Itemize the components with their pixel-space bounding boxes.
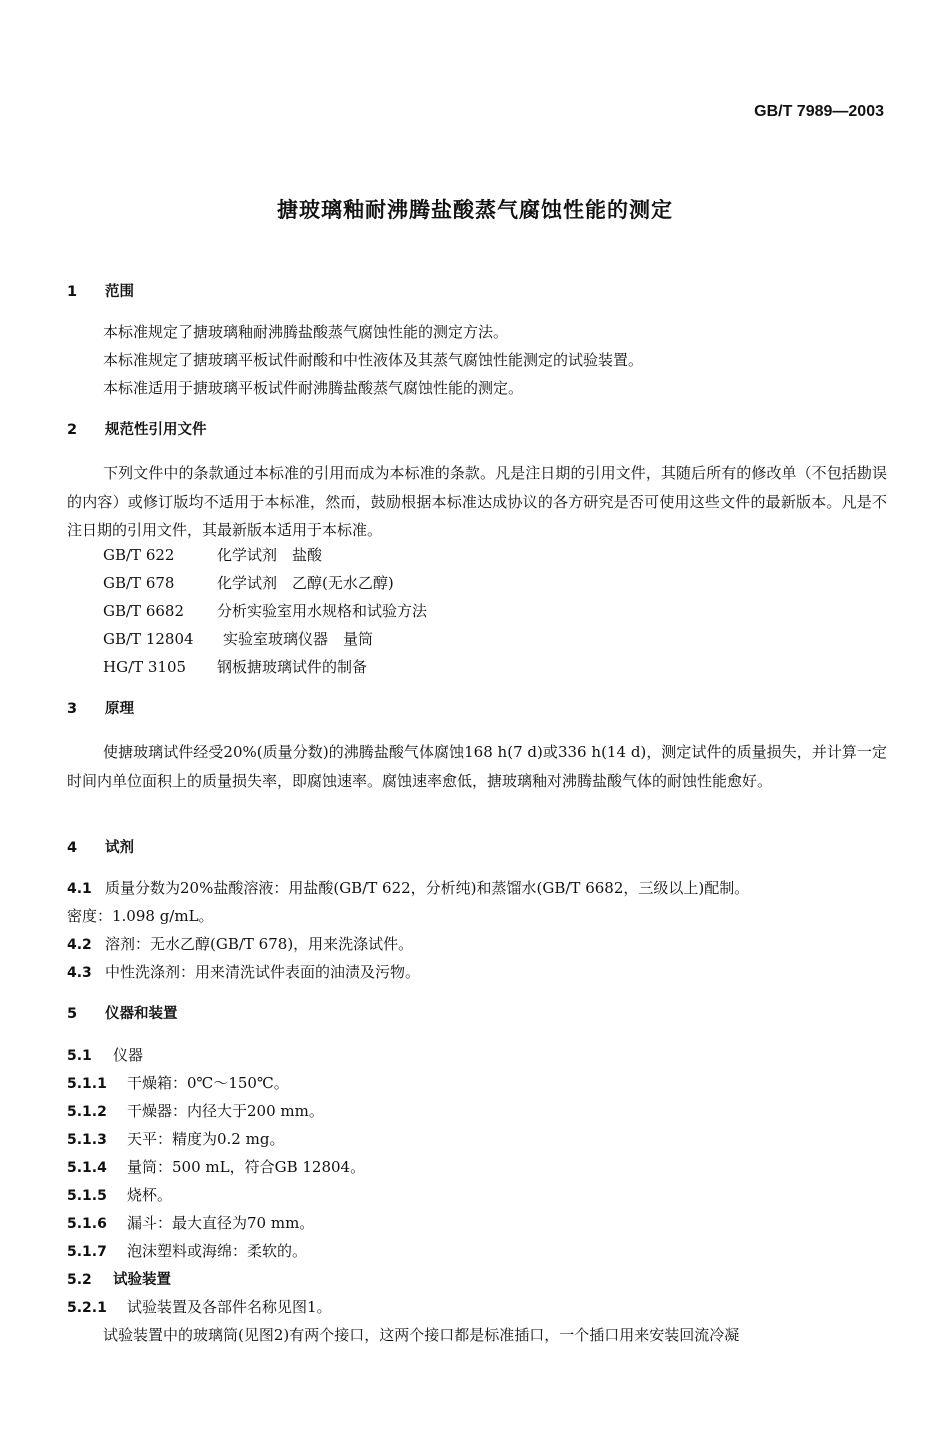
clause-5-1-1	[67, 1073, 289, 1094]
section-1-heading	[67, 282, 134, 302]
clause-5-2	[67, 1269, 171, 1290]
clause-number: 5.1.3	[67, 1132, 107, 1148]
section-title: 试剂	[105, 840, 134, 856]
reference-code: GB/T 6682	[103, 602, 185, 620]
reference-item	[103, 573, 394, 593]
clause-text: 试验装置及各部件名称见图1。	[127, 1298, 332, 1316]
clause-text: 量筒：500 mL，符合GB 12804。	[127, 1158, 366, 1176]
clause-text: 质量分数为20%盐酸溶液：用盐酸(GB/T 622，分析纯)和蒸馏水(GB/T 6682，三级以上)配制。	[105, 879, 750, 897]
section-title: 范围	[105, 284, 134, 300]
section-title: 原理	[105, 701, 134, 717]
section-title: 规范性引用文件	[105, 422, 207, 438]
section-2-heading	[67, 420, 207, 440]
clause-5-1	[67, 1045, 143, 1066]
clause-number: 5.1.7	[67, 1244, 107, 1260]
paragraph: 本标准规定了搪玻璃平板试件耐酸和中性液体及其蒸气腐蚀性能测定的试验装置。	[103, 351, 644, 369]
paragraph	[67, 459, 887, 545]
section-number: 1	[67, 284, 78, 300]
clause-text: 试验装置	[113, 1272, 171, 1288]
clause-text: 仪器	[113, 1046, 144, 1064]
reference-code: GB/T 678	[103, 574, 175, 592]
reference-item	[103, 629, 373, 649]
section-number: 2	[67, 422, 78, 438]
clause-number: 5.1.4	[67, 1160, 107, 1176]
clause-text: 烧杯。	[127, 1186, 173, 1204]
clause-5-1-3	[67, 1129, 284, 1150]
paragraph: 本标准适用于搪玻璃平板试件耐沸腾盐酸蒸气腐蚀性能的测定。	[103, 379, 524, 397]
clause-number: 5.1.1	[67, 1076, 107, 1092]
clause-5-1-2	[67, 1101, 324, 1122]
clause-5-1-5	[67, 1185, 172, 1206]
clause-text: 干燥箱：0℃～150℃。	[127, 1074, 289, 1092]
clause-number: 5.1.2	[67, 1104, 107, 1120]
clause-text: 中性洗涤剂：用来清洗试件表面的油渍及污物。	[105, 963, 421, 981]
reference-item	[103, 601, 427, 621]
clause-text: 干燥器：内径大于200 mm。	[127, 1102, 324, 1120]
reference-name: 钢板搪玻璃试件的制备	[217, 658, 368, 676]
section-5-heading	[67, 1004, 178, 1024]
reference-item	[103, 657, 367, 677]
reference-name: 化学试剂 盐酸	[217, 546, 323, 564]
clause-number: 5.1.5	[67, 1188, 107, 1204]
clause-text: 漏斗：最大直径为70 mm。	[127, 1214, 315, 1232]
reference-name: 化学试剂 乙醇(无水乙醇)	[217, 574, 394, 592]
reference-item	[103, 545, 322, 565]
clause-text: 天平：精度为0.2 mg。	[127, 1130, 285, 1148]
clause-number: 5.2	[67, 1272, 92, 1288]
clause-5-2-1	[67, 1297, 332, 1318]
reference-name: 实验室玻璃仪器 量筒	[223, 630, 374, 648]
reference-code: HG/T 3105	[103, 658, 187, 676]
section-4-heading	[67, 838, 134, 858]
paragraph	[67, 738, 887, 795]
clause-number: 5.2.1	[67, 1300, 107, 1316]
clause-number: 4.3	[67, 965, 92, 981]
paragraph: 试验装置中的玻璃筒(见图2)有两个接口，这两个接口都是标准插口，一个插口用来安装回流冷凝	[103, 1326, 740, 1344]
reference-name: 分析实验室用水规格和试验方法	[217, 602, 428, 620]
section-number: 5	[67, 1006, 78, 1022]
clause-5-1-7	[67, 1241, 307, 1262]
clause-continuation: 密度：1.098 g/mL。	[67, 907, 214, 925]
clause-5-1-4	[67, 1157, 365, 1178]
section-number: 3	[67, 701, 78, 717]
paragraph: 本标准规定了搪玻璃釉耐沸腾盐酸蒸气腐蚀性能的测定方法。	[103, 323, 509, 341]
clause-4-2	[67, 934, 413, 955]
reference-code: GB/T 622	[103, 546, 175, 564]
clause-text: 溶剂：无水乙醇(GB/T 678)，用来洗涤试件。	[105, 935, 414, 953]
section-title: 仪器和装置	[105, 1006, 178, 1022]
page-title: 搪玻璃釉耐沸腾盐酸蒸气腐蚀性能的测定	[277, 198, 673, 222]
clause-4-1	[67, 878, 749, 899]
clause-4-3	[67, 962, 420, 983]
clause-text: 泡沫塑料或海绵：柔软的。	[127, 1242, 308, 1260]
reference-code: GB/T 12804	[103, 630, 194, 648]
clause-number: 5.1	[67, 1048, 92, 1064]
clause-5-1-6	[67, 1213, 314, 1234]
clause-number: 5.1.6	[67, 1216, 107, 1232]
section-number: 4	[67, 840, 78, 856]
standard-number: GB/T 7989—2003	[754, 103, 884, 120]
clause-number: 4.1	[67, 881, 92, 897]
section-3-heading	[67, 699, 134, 719]
paragraph-text: 使搪玻璃试件经受20%(质量分数)的沸腾盐酸气体腐蚀168 h(7 d)或336 h(14 d)，测定试件的质量损失，并计算一定时间内单位面积上的质量损失率，即腐蚀速率。腐蚀速率愈低，搪玻璃釉对沸腾盐酸气体的耐蚀性能愈好。	[67, 743, 887, 790]
paragraph-text: 下列文件中的条款通过本标准的引用而成为本标准的条款。凡是注日期的引用文件，其随后所有的修改单（不包括勘误的内容）或修订版均不适用于本标准，然而，鼓励根据本标准达成协议的各方研究是否可使用这些文件的最新版本。凡是不注日期的引用文件，其最新版本适用于本标准。	[67, 464, 887, 539]
clause-number: 4.2	[67, 937, 92, 953]
